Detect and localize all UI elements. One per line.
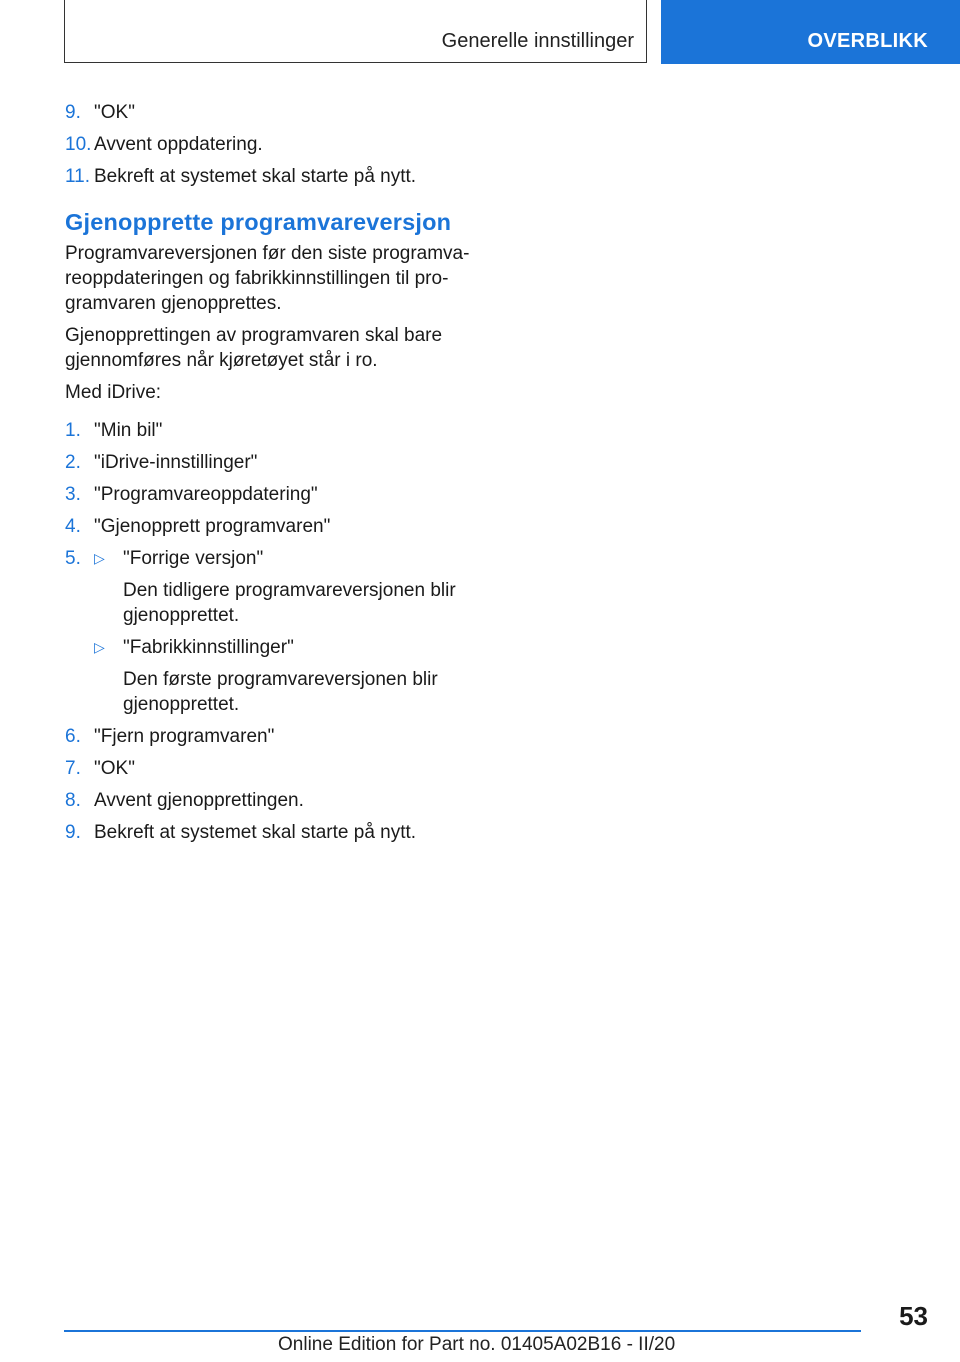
- option-item: [94, 546, 485, 571]
- description-line: Den tidligere programvareversjonen blir: [123, 580, 456, 601]
- paragraph-line: Programvareversjonen før den siste programva‐: [65, 243, 470, 264]
- step-number: 7.: [65, 758, 81, 779]
- paragraph-line: gjennomføres når kjøretøyet står i ro.: [65, 350, 378, 371]
- option-description: [94, 667, 485, 717]
- step-text: "Fjern programvaren": [94, 726, 275, 747]
- section-title: Generelle innstillinger: [441, 30, 634, 52]
- step-number: 11.: [65, 166, 91, 187]
- step-text: "Gjenopprett programvaren": [94, 516, 331, 537]
- step-text: "OK": [94, 102, 135, 123]
- idrive-paragraph: Med iDrive:: [65, 382, 162, 403]
- option-text: "Forrige versjon": [123, 548, 264, 569]
- chapter-tab[interactable]: [661, 0, 960, 64]
- step-number: 9.: [65, 822, 81, 843]
- step-number: 1.: [65, 420, 81, 441]
- description-line: gjenopprettet.: [123, 605, 240, 626]
- step-number: 5.: [65, 548, 81, 569]
- list-item: [65, 100, 485, 125]
- list-item: [65, 724, 485, 749]
- step-text: "OK": [94, 758, 135, 779]
- step-number: 3.: [65, 484, 81, 505]
- list-item: [65, 546, 485, 717]
- step-number: 8.: [65, 790, 81, 811]
- option-item: [94, 635, 485, 660]
- option-text: "Fabrikkinnstillinger": [123, 637, 294, 658]
- step-text: Bekreft at systemet skal starte på nytt.: [94, 166, 417, 187]
- paragraph-line: Gjenopprettingen av programvaren skal bare: [65, 325, 443, 346]
- step-text: "Min bil": [94, 420, 163, 441]
- list-item: [65, 788, 485, 813]
- section-heading: Gjenopprette programvareversjon: [65, 209, 452, 235]
- step-text: Bekreft at systemet skal starte på nytt.: [94, 822, 417, 843]
- list-item: [65, 482, 485, 507]
- step-text: "Programvareoppdatering": [94, 484, 318, 505]
- header-section-box: [64, 0, 647, 63]
- note-paragraph: [65, 323, 485, 373]
- footer-divider: [64, 1330, 861, 1332]
- list-item: [65, 756, 485, 781]
- list-item: [65, 820, 485, 845]
- triangle-bullet-icon: ▷: [94, 550, 105, 566]
- option-list: [94, 546, 485, 717]
- list-item: [65, 132, 485, 157]
- list-item: [65, 514, 485, 539]
- list-item: [65, 164, 485, 189]
- page-number: 53: [899, 1301, 928, 1331]
- step-text: Avvent gjenopprettingen.: [94, 790, 304, 811]
- list-item: [65, 450, 485, 475]
- paragraph-line: reoppdateringen og fabrikkinnstillingen til pro‐: [65, 268, 449, 289]
- intro-paragraph: [65, 241, 485, 316]
- step-number: 9.: [65, 102, 81, 123]
- triangle-bullet-icon: ▷: [94, 639, 105, 655]
- step-number: 4.: [65, 516, 81, 537]
- steps-list: [65, 418, 485, 845]
- step-number: 2.: [65, 452, 81, 473]
- step-number: 6.: [65, 726, 81, 747]
- step-text: Avvent oppdatering.: [94, 134, 263, 155]
- description-line: gjenopprettet.: [123, 694, 240, 715]
- step-text: "iDrive-innstillinger": [94, 452, 258, 473]
- page-content: [65, 100, 485, 852]
- chapter-tab-label: OVERBLIKK: [807, 30, 928, 52]
- edition-text: Online Edition for Part no. 01405A02B16 - II/20: [278, 1334, 676, 1355]
- option-description: [94, 578, 485, 628]
- list-item: [65, 418, 485, 443]
- description-line: Den første programvareversjonen blir: [123, 669, 438, 690]
- step-number: 10.: [65, 134, 92, 155]
- paragraph-line: gramvaren gjenopprettes.: [65, 293, 282, 314]
